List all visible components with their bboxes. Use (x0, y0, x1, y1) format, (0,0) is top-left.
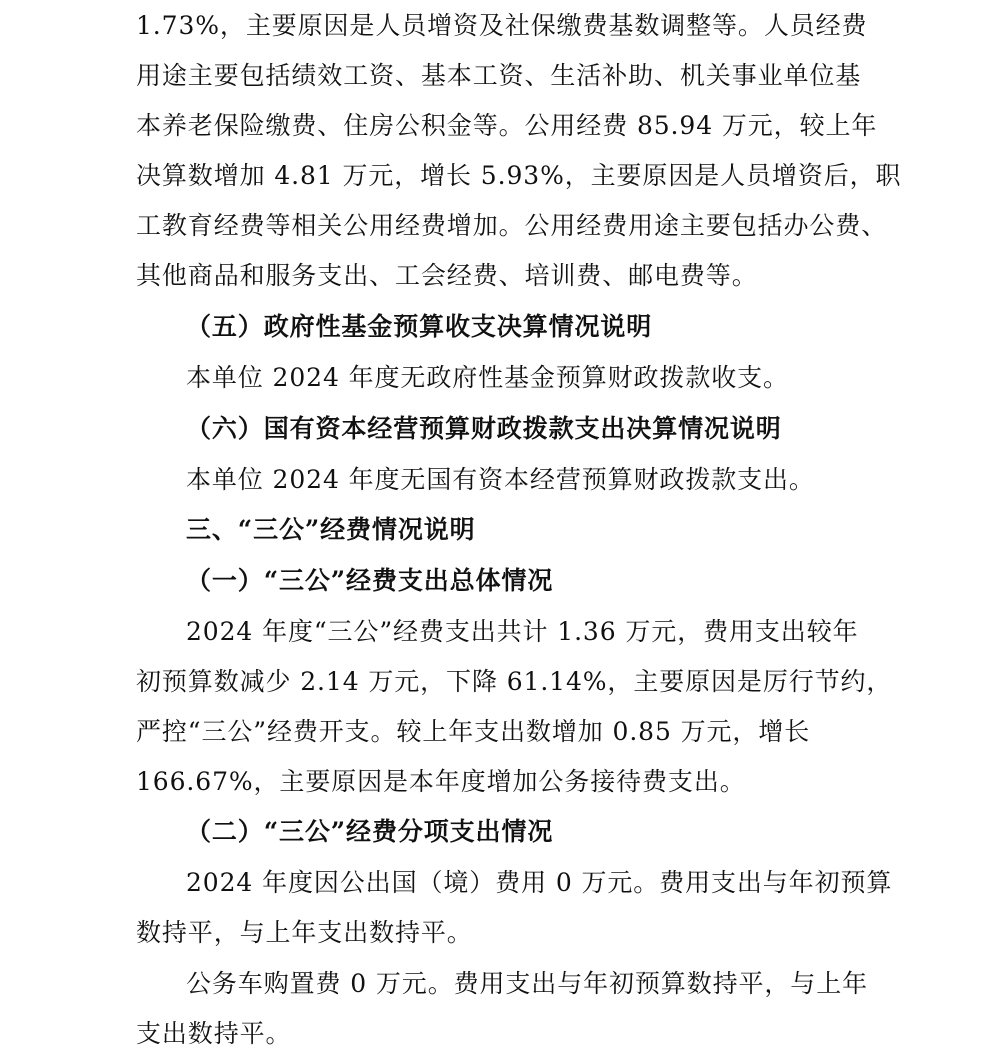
subheading-state-capital: （六）国有资本经营预算财政拨款支出决算情况说明 (186, 414, 782, 443)
text-line: 166.67%，主要原因是本年度增加公务接待费支出。 (136, 767, 746, 796)
text-line: 严控“三公”经费开支。较上年支出数增加 0.85 万元，增长 (136, 717, 811, 746)
subheading-government-fund: （五）政府性基金预算收支决算情况说明 (186, 312, 653, 341)
text-line: 其他商品和服务支出、工会经费、培训费、邮电费等。 (136, 261, 758, 290)
text-line: 本单位 2024 年度无国有资本经营预算财政拨款支出。 (186, 465, 815, 494)
text-line: 本单位 2024 年度无政府性基金预算财政拨款收支。 (186, 363, 789, 392)
text-line: 工教育经费等相关公用经费增加。公用经费用途主要包括办公费、 (136, 211, 888, 240)
text-line: 1.73%，主要原因是人员增资及社保缴费基数调整等。人员经费 (136, 11, 868, 40)
text-line: 公务车购置费 0 万元。费用支出与年初预算数持平，与上年 (186, 969, 869, 998)
subheading-overall: （一）“三公”经费支出总体情况 (186, 566, 554, 595)
text-line: 2024 年度“三公”经费支出共计 1.36 万元，费用支出较年 (186, 617, 859, 646)
text-line: 决算数增加 4.81 万元，增长 5.93%，主要原因是人员增资后，职 (136, 161, 902, 190)
text-line: 初预算数减少 2.14 万元，下降 61.14%，主要原因是厉行节约， (136, 667, 893, 696)
text-line: 数持平，与上年支出数持平。 (136, 918, 473, 947)
section-heading-three-public: 三、“三公”经费情况说明 (186, 515, 476, 544)
text-line: 本养老保险缴费、住房公积金等。公用经费 85.94 万元，较上年 (136, 111, 878, 140)
text-line: 支出数持平。 (136, 1019, 292, 1048)
subheading-itemized: （二）“三公”经费分项支出情况 (186, 817, 554, 846)
text-line: 2024 年度因公出国（境）费用 0 万元。费用支出与年初预算 (186, 868, 893, 897)
text-line: 用途主要包括绩效工资、基本工资、生活补助、机关事业单位基 (136, 61, 862, 90)
